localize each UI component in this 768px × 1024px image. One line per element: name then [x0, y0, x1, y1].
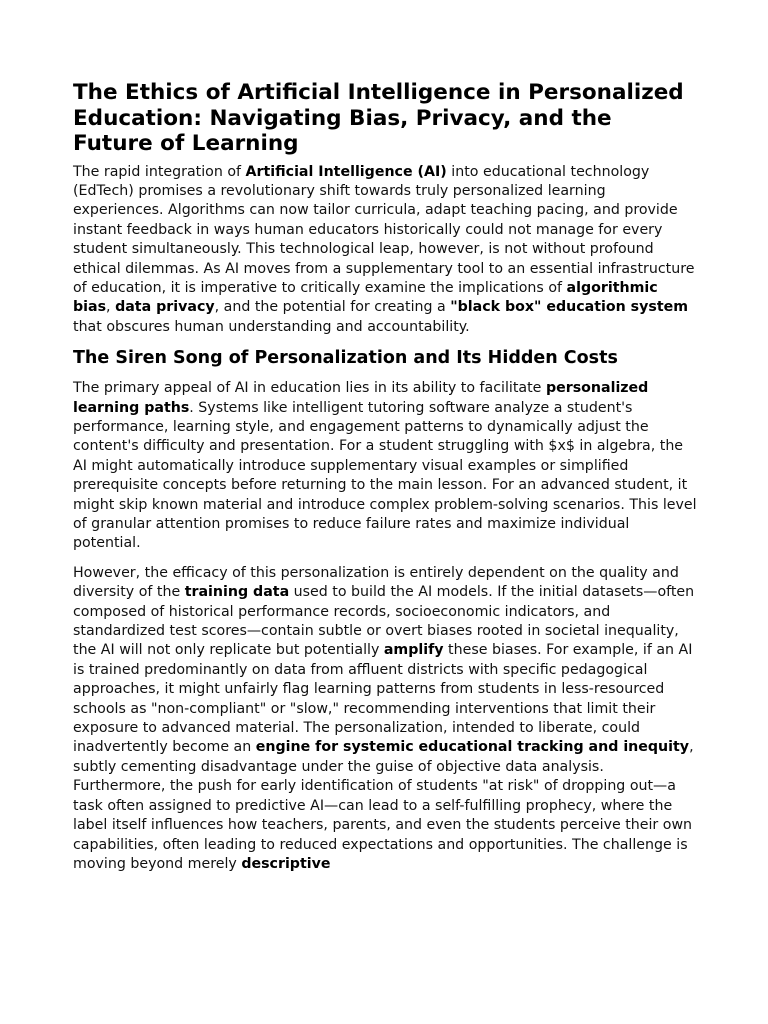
- bold-phrase: training data: [184, 584, 290, 601]
- section-heading: The Siren Song of Personalization and Its Hidden Costs: [73, 348, 618, 369]
- bold-phrase: data privacy: [115, 299, 215, 316]
- bold-phrase: algorithmic bias: [73, 279, 658, 316]
- document-title: The Ethics of Artificial Intelligence in Personalized Education: Navigating Bias, Privacy, and the Future of Learning: [73, 80, 684, 156]
- body-paragraph-1: The primary appeal of AI in education lies in its ability to facilitate personalized learning paths. Systems like intelligent tutoring software analyze a student's performance, learning style, and engagement patterns to dynamically adjust the content's difficulty and presentation. For a student struggling with $x$ in algebra, the AI might automatically introduce supplementary visual examples or simplified prerequisite concepts before returning to the main lesson. For an advanced student, it might skip known material and introduce complex problem-solving scenarios. This level of granular attention promises to reduce failure rates and maximize individual potential.: [73, 380, 697, 552]
- bold-phrase: descriptive: [241, 855, 331, 872]
- body-paragraph-2: However, the efficacy of this personalization is entirely dependent on the quality and diversity of the training data used to build the AI models. If the initial datasets—often composed of historical performance records, socioeconomic indicators, and standardized test scores—contain subtle or overt biases rooted in societal inequality, the AI will not only replicate but potentially amplify these biases. For example, if an AI is trained predominantly on data from affluent districts with specific pedagogical approaches, it might unfairly flag learning patterns from students in less-resourced schools as "non-compliant" or "slow," recommending interventions that limit their exposure to advanced material. The personalization, intended to liberate, could inadvertently become an engine for systemic educational tracking and inequity, subtly cementing disadvantage under the guise of objective data analysis. Furthermore, the push for early identification of students "at risk" of dropping out—a task often assigned to predictive AI—can lead to a self-fulfilling prophecy, where the label itself influences how teachers, parents, and even the students perceive their own capabilities, often leading to reduced expectations and opportunities. The challenge is moving beyond merely descriptive: [73, 564, 695, 872]
- bold-phrase: amplify: [383, 642, 444, 659]
- bold-phrase: "black box" education system: [450, 299, 689, 316]
- bold-phrase: personalized learning paths: [73, 380, 649, 416]
- bold-phrase: engine for systemic educational tracking and inequity: [255, 739, 690, 756]
- bold-phrase: Artificial Intelligence (AI): [245, 163, 447, 180]
- intro-paragraph: The rapid integration of Artificial Intelligence (AI) into educational technology (EdTech) promises a revolutionary shift towards truly personalized learning experiences. Algorithms can now tailor curricula, adapt teaching pacing, and provide instant feedback in ways human educators historically could not manage for every student simultaneously. This technological leap, however, is not without profound ethical dilemmas. As AI moves from a supplementary tool to an essential infrastructure of education, it is imperative to critically examine the implications of algorithmic bias, data privacy, and the potential for creating a "black box" education system that obscures human understanding and accountability.: [73, 163, 695, 335]
